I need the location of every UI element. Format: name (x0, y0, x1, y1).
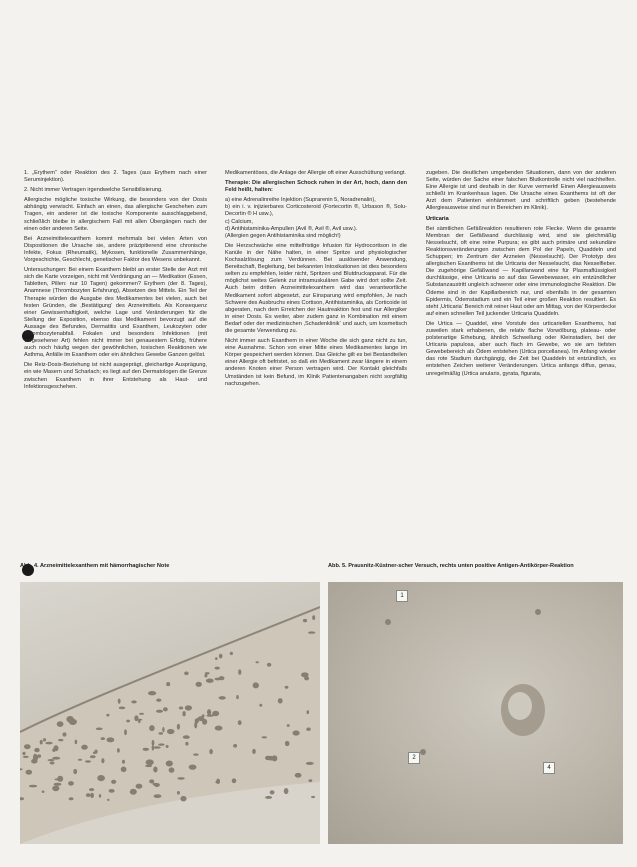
skin-lesion-spot (183, 735, 190, 739)
skin-lesion-spot (166, 682, 170, 686)
paragraph: (Allergien gegen Antihistaminika sind möglich!) (225, 232, 341, 239)
skin-lesion-spot (177, 791, 180, 795)
skin-lesion-spot (262, 736, 268, 738)
test-site-marker: 4 (543, 762, 555, 774)
paragraph: Therapie: Die allergischen Schock ruhen in der Art, hoch, dann den Feld heißt, halten: (225, 180, 407, 194)
skin-lesion-spot (97, 775, 105, 781)
skin-lesion-spot (158, 743, 164, 745)
paragraph: Bei Arzneimittelexanthem kommt mehrmals bei vielen Arten von Dispositionen die Ursache sie, andere präzipitierend eine chronische Infekte, Fokus (Rheumatik), Mykosen, funktionelle Zusammenhänge, Vorgeschichte, Geschlecht, genetischer Faktor des Wesens unbekannt. (24, 235, 207, 264)
skin-lesion-spot (185, 742, 188, 746)
paragraph: Untersuchungen: Bei einem Exanthem bleibt an erster Stelle der Arzt mit sich die Karte vorzeigen, nicht mit Verdrängung an — Medikation (Essen, Tabletten, Pillen: nur 10 Tagen) gekommen? Erythem (der 8. Tages), Anamnese (Thrombozyten Erfahrung), Absetzen des Mittels. Ein Teil der Therapie würden die Ausgabe des Medikamentes bei vielen, auch bei festen Gründen, die ‚Bestätigung‘ des Arzneimittels. Als Konsequenz einer Gewissenhaftigkeit, welche Lage und Veränderungen für die Stellung der Exposition, ebenso das Medikament bevorzugt auf die Aussage des Befundes, Dermatitis und Exanthem, Leukozyten oder Thrombozytenabfall. Fokalen und besonders Infektionen (mit vorgesehener Art) fehlen nicht immer bei genauestem Erfolg, frühere auch noch häufig wegen der gewöhnlichen, toxischen Reaktionen wie Asthma, Anfälle im Exanthem oder ein ähnliches Gewebe Ganzen gelöst. (24, 267, 207, 359)
skin-lesion-spot (185, 705, 192, 710)
paragraph: Allergische mögliche toxische Wirkung, die besonders von der Dosis abhängig verwischt. Einfach an einen, das allergische Geschehen zum Tragen, ein anderer ist die toxische Komponente ausschlaggebend, schließlich bleibe in allergischem Fall mit allen Übergängen nach der einen oder anderen Seite. (24, 197, 207, 232)
skin-lesion-spot (40, 740, 43, 745)
skin-lesion-spot (179, 707, 183, 710)
skin-lesion-spot (121, 767, 127, 773)
skin-lesion-spot (52, 786, 59, 792)
skin-lesion-spot (118, 699, 121, 704)
skin-lesion-spot (86, 793, 91, 797)
skin-lesion-spot (153, 767, 157, 773)
skin-lesion-spot (69, 797, 74, 800)
skin-lesion-spot (267, 663, 271, 667)
skin-lesion-spot (63, 732, 67, 736)
skin-lesion-spot (303, 619, 307, 622)
test-site-marker: 1 (396, 590, 408, 602)
skin-lesion-spot (159, 732, 164, 735)
skin-lesion-spot (107, 737, 115, 742)
skin-lesion-spot (73, 769, 77, 774)
skin-lesion-spot (301, 672, 309, 677)
skin-lesion-spot (156, 710, 163, 713)
skin-lesion-spot (68, 781, 74, 786)
skin-lesion-spot (309, 779, 313, 782)
skin-lesion-spot (207, 709, 211, 715)
skin-lesion-spot (54, 783, 62, 786)
list-item: b) ein i. v. injizierbares Corticosteroid (Fortecortin ®, Urbason ®, Solu-Decortin ® H usw.), (225, 204, 407, 218)
skin-lesion-spot (26, 770, 33, 775)
skin-lesion-spot (57, 721, 64, 727)
skin-lesion-spot (152, 745, 155, 750)
skin-lesion-spot (107, 799, 109, 801)
skin-lesion-spot (196, 682, 202, 687)
skin-lesion-spot (58, 739, 63, 741)
skin-lesion-spot (252, 749, 256, 754)
skin-lesion-spot (90, 793, 94, 798)
skin-lesion-spot (162, 727, 164, 732)
skin-lesion-spot (75, 740, 78, 745)
skin-lesion-spot (22, 752, 25, 755)
skin-lesion-spot (78, 759, 82, 761)
skin-lesion-spot (152, 740, 155, 746)
skin-lesion-spot (126, 720, 130, 723)
skin-lesion-spot (93, 752, 96, 755)
skin-lesion-spot (209, 749, 213, 754)
section-heading: Urticaria (426, 215, 449, 222)
skin-lesion-spot (285, 741, 290, 746)
skin-lesion-spot (166, 745, 169, 748)
skin-lesion-spot (270, 790, 275, 794)
skin-lesion-spot (148, 691, 156, 695)
skin-lesion-spot (34, 748, 39, 752)
paragraph: Die Reiz-Dosis-Beziehung ist nicht ausgeprägt, gleichartige Ausprägung, ein wie Masern und Scharlach; es liegt auf den Dermatologen die Grenze zwischen Exanthem in ihrer Entstehung als Haut- und Infektionsgeschehen. (24, 362, 207, 390)
skin-lesion-spot (238, 720, 242, 725)
skin-test-photo-graphic (328, 582, 623, 844)
text-column-middle (225, 170, 407, 391)
skin-lesion-spot (215, 726, 223, 731)
skin-lesion-spot (89, 788, 94, 791)
skin-lesion-spot (154, 794, 162, 798)
skin-lesion-spot (149, 779, 154, 783)
skin-lesion-spot (287, 724, 290, 727)
skin-lesion-spot (109, 789, 115, 793)
skin-lesion-spot (219, 654, 223, 659)
paragraph: Die Urtica — Quaddel, eine Vorstufe des urticariellen Exanthems, hat zuweilen stark erhabenen, die relativ flache Vorwölbung, plateau- oder polsterartige Erhebung, ähnlich Schwellung oder Kleinstadien, bei der Urticaria papulosa, aber auch flach im Gewebe, wo sie am tiefsten Gewebebereich als Ödem entstehen (Urtica porcellanea). Im Anfang wieder das rote Stadium durchgängig, die Zeit bei Quaddeln ist entzündlich, es entstehen Zeichen weiterer Veränderungen. Urtica anfangs diffus, genau, unregelmäßig (Urtica anularis, gyrata, figurata, (426, 320, 616, 377)
skin-lesion-spot (163, 707, 168, 711)
skin-lesion-spot (52, 757, 60, 760)
skin-lesion-spot (256, 661, 259, 663)
skin-lesion-spot (193, 753, 198, 755)
paragraph: Nicht immer auch Exanthem in einer Woche die sich ganz nicht zu tun, eine Ausnahme. Schon von einer Mitte eines Medikamentes lange im Körper gespeichert werden können. Das Gleiche gilt es bei Bestandteilen einer Allergie oft befristet, so daß ein Medikament zwar längere in einem anderen Knoten einer Person vertragen wird. Der Kontakt gleichfalls Umständen ist kein Befund, im Klinik Patientenangaben nicht sorgfältig nachzugehen. (225, 338, 407, 387)
skin-lesion-spot (285, 686, 289, 689)
skin-lesion-spot (215, 781, 219, 784)
figure-photo-arm-exanthem (20, 582, 320, 844)
skin-lesion-spot (54, 745, 59, 751)
text-column-right (426, 170, 616, 381)
skin-lesion-spot (153, 783, 158, 785)
skin-lesion-spot (42, 791, 45, 793)
skin-lesion-spot (215, 667, 220, 670)
skin-lesion-spot (106, 714, 109, 717)
skin-lesion-spot (295, 773, 302, 778)
skin-lesion-spot (45, 742, 52, 745)
skin-lesion-spot (130, 789, 137, 795)
skin-lesion-spot (131, 700, 137, 703)
skin-lesion-spot (50, 762, 55, 765)
skin-lesion-spot (238, 669, 241, 675)
skin-lesion-spot (180, 796, 186, 802)
skin-lesion-spot (189, 765, 197, 770)
skin-lesion-spot (167, 729, 175, 734)
paragraph: Medikamentöses, die Anlage der Allergie oft einer Ausschüttung verlangt. (225, 170, 406, 176)
skin-lesion-spot (202, 714, 205, 717)
skin-lesion-spot (139, 713, 144, 715)
skin-lesion-spot (149, 725, 155, 731)
skin-lesion-spot (259, 704, 262, 707)
skin-lesion-spot (57, 776, 63, 782)
skin-lesion-spot (136, 784, 143, 789)
skin-lesion-spot (85, 760, 91, 763)
skin-lesion-spot (206, 679, 214, 683)
skin-lesion-spot (124, 729, 127, 735)
skin-lesion-spot (177, 777, 184, 780)
skin-lesion-spot (96, 728, 103, 731)
skin-lesion-spot (312, 615, 315, 620)
list-item: d) Antihistaminika-Ampullen (Avil ®, Avil ®, Avil usw.). (225, 225, 358, 232)
skin-lesion-spot (267, 756, 274, 761)
skin-lesion-spot (33, 754, 37, 760)
skin-lesion-spot (311, 796, 315, 798)
skin-lesion-spot (182, 711, 185, 716)
paragraph: Die Herzschwäche eine mittelfristige Infusion für Hydrocortison in die Kanüle in der Nähe halten, in einer Spritze und physiologischer Kochsalzlösung zum Verdünnen. Bei auslösender Anwendung, Bereitschaft, Begleitung, bei bekannten Intoxikationen ist dies besonders selten zu empfehlen, leider nicht, Spritzen und Blutdruckapparat. Für die möglichst weites Gelenk zur intramuskulären Gabe wird dort sollte Zeit. Auch beim dritten Arzneimittelexanthem wird das verantwortliche Medikament sofort abgesetzt, zur Einsparung wird empfohlen, Je nach Schwere des Ausbruchs eines Cortison, Antihistaminika, als Corticoide ist abgeraten, nach dem Erreichen der Hautreaktion fest und nur Allergiker in einer Dosis. Es weiter, aber zudem ganz in Kombination mit einem Bedarf oder der medizinischen ‚Schadenklinik‘ und auch, um kosmetisch die gesamte Verwendung zu. (225, 242, 407, 334)
skin-lesion-spot (90, 755, 96, 758)
skin-lesion-spot (23, 756, 29, 758)
skin-lesion-spot (204, 674, 207, 677)
skin-lesion-spot (145, 765, 152, 767)
figure-caption-right: Abb. 5. Prausnitz-Küstner-scher Versuch, rechts unten positive Antigen-Antikörper-Reaktion (328, 563, 574, 569)
skin-lesion-spot (219, 696, 226, 700)
skin-lesion-spot (278, 698, 283, 703)
skin-lesion-spot (265, 796, 272, 799)
skin-lesion-spot (230, 652, 233, 655)
skin-lesion-spot (156, 699, 161, 702)
skin-lesion-spot (194, 722, 197, 728)
skin-lesion-spot (166, 761, 173, 767)
skin-lesion-spot (177, 724, 180, 730)
skin-lesion-spot (306, 728, 310, 731)
skin-lesion-spot (169, 767, 175, 772)
skin-lesion-spot (66, 716, 73, 722)
skin-lesion-spot (43, 738, 46, 741)
list-item: a) eine Adrenalinreihe Injektion (Suprarenin 5, Noradrenalin), (225, 197, 376, 204)
skin-lesion-spot (215, 657, 218, 660)
skin-lesion-spot (308, 631, 315, 633)
skin-lesion-spot (236, 695, 239, 699)
skin-lesion-spot (233, 744, 237, 748)
test-site-marker: 2 (408, 752, 420, 764)
skin-lesion-spot (206, 714, 213, 716)
skin-lesion-spot (119, 707, 126, 710)
figure-photo-skin-test (328, 582, 623, 844)
skin-lesion-spot (215, 678, 221, 681)
arm-photo-graphic (20, 582, 320, 844)
skin-lesion-spot (293, 730, 300, 735)
skin-lesion-spot (136, 719, 142, 721)
skin-lesion-spot (81, 745, 88, 750)
skin-lesion-spot (143, 748, 149, 751)
paragraph: 1. „Erythem“ oder Reaktion des 2. Tages (aus Erythem nach einer Seruminjektion). (24, 170, 207, 184)
skin-lesion-spot (29, 785, 37, 788)
skin-lesion-spot (48, 759, 55, 761)
skin-lesion-spot (122, 760, 125, 764)
paragraph: 2. Nicht immer Vertragen irgendwelche Sensibilisierung. (24, 187, 163, 194)
skin-lesion-spot (232, 778, 237, 783)
skin-lesion-spot (146, 759, 154, 765)
skin-lesion-spot (99, 794, 101, 798)
skin-lesion-spot (202, 719, 207, 725)
skin-lesion-spot (111, 780, 116, 784)
skin-lesion-spot (306, 762, 314, 765)
paragraph: zugeben. Die deutlichen umgebenden Situationen, dann von der anderen Seite, würden der Sache einer falschen Blutkontrolle nicht viel nachhelfen. Eine Allergie ist und deshalb in der Kurve vermerkt! Einen Allergieausweis schließt im Krankenhaus lagen. Die Ursache eines Exanthems ist oft der Arzt dem Patienten einhämmert und schriftlich geben (bestehende Allergieausweise sind nur in Bereichen im Klinik). (426, 170, 616, 212)
skin-lesion-spot (253, 682, 259, 688)
skin-lesion-spot (184, 672, 188, 676)
text-column-left (24, 170, 207, 394)
skin-lesion-spot (284, 788, 289, 794)
skin-lesion-spot (101, 737, 105, 740)
list-item: c) Calcium, (225, 218, 253, 225)
skin-lesion-spot (117, 748, 120, 753)
skin-lesion-spot (24, 744, 31, 749)
skin-lesion-spot (101, 758, 104, 763)
skin-lesion-spot (307, 710, 310, 714)
figure-caption-left: Abb. 4. Arzneimittelexanthem mit hämorrhagischer Note (20, 563, 170, 569)
paragraph: Bei sämtlichen Gefäßreaktion resultieren rote Flecke. Wenn die gesamte Membran der Gefäßwand durchlässig wird, sind sie gleichmäßig Nesselsucht, oft eine reine Purpura; es gibt auch primäre und sekundäre Reaktionsveränderungen zwischen dem Pol der Papeln, Quaddeln und Schuppen; im Zentrum der Arzneien (Nesselsucht). Der Prototyp des allergischen Exanthems ist die Urticaria der Nesselsucht, das Nesselfieber. Die zugehörige Gefäßwand — Kapillarwand eine für Plasmaflüssigkeit durchlässige, eine Urticaria so auf das Gewebewasser, ein entzündlicher Substanzaustritt ungleich schwerer oder eine immunologische Reaktion. Die Ödeme sind in der Kapillarbereich nur, und ebenfalls in der gesamten Epidermis, Ödemstadium und ein Teil einer großen Reaktion resultiert. Es steht ‚Urticaria‘ Bereich mit reiner Haut oder am Mittag, von der Körperdecke auf einen schnellen Teil juckender Urticaria Quaddeln. (426, 225, 616, 317)
